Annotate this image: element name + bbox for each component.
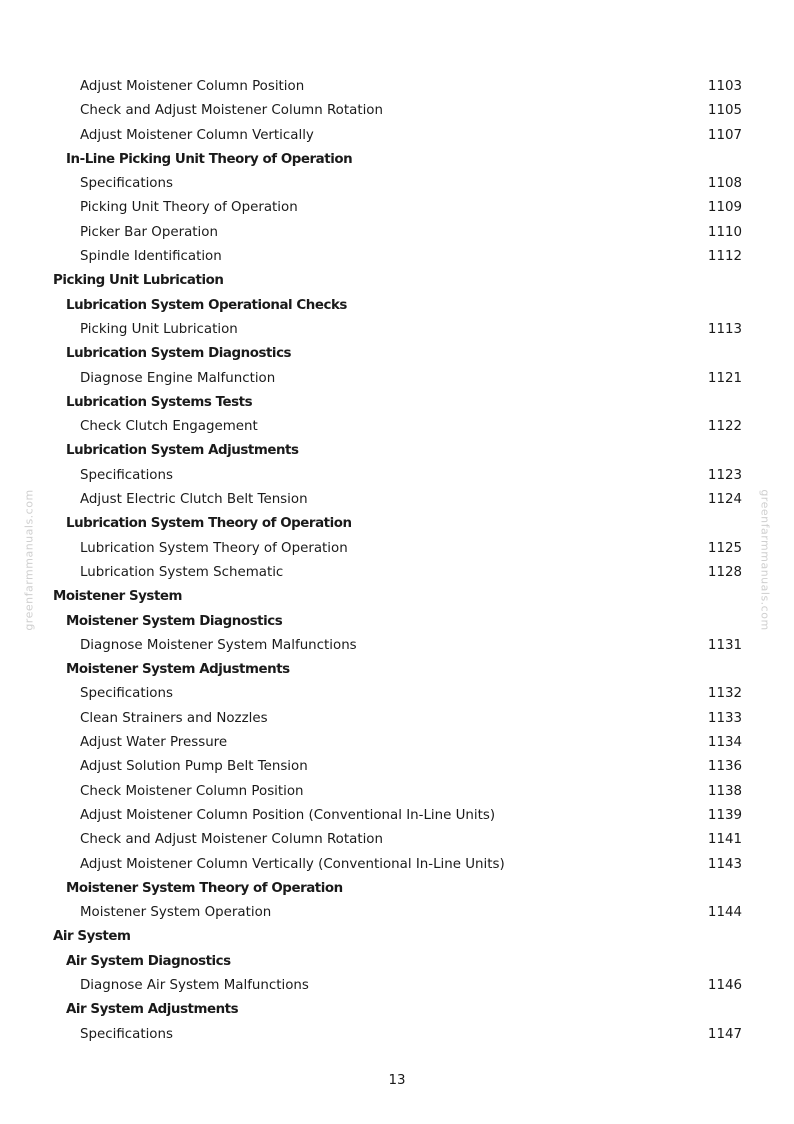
toc-subsection[interactable]: [0, 610, 794, 634]
toc-entry-title: Air System Diagnostics: [66, 953, 231, 969]
toc-entry[interactable]: [0, 853, 794, 877]
toc-entry-title: Air System Adjustments: [66, 1002, 239, 1018]
toc-entry[interactable]: [0, 464, 794, 488]
toc-entry-page: 1139: [707, 807, 742, 823]
page-number: 13: [388, 1073, 406, 1088]
toc-entry-page: 1131: [707, 637, 742, 653]
toc-entry-title: In-Line Picking Unit Theory of Operation: [66, 151, 353, 167]
toc-subsection[interactable]: [0, 391, 794, 415]
toc-entry-page: 1113: [707, 321, 742, 337]
toc-entry-page: 1141: [707, 832, 742, 848]
toc-subsection[interactable]: [0, 439, 794, 463]
watermark-left: greenfarmmanuals.com: [22, 489, 36, 631]
toc-entry-title: Lubrication System Theory of Operation: [80, 540, 348, 556]
toc-entry[interactable]: [0, 901, 794, 925]
toc-entry-title: Specifications: [80, 467, 173, 483]
toc-entry-title: Lubrication Systems Tests: [66, 394, 253, 410]
toc-entry-title: Picker Bar Operation: [80, 224, 218, 240]
toc-entry[interactable]: [0, 682, 794, 706]
toc-entry-page: 1121: [707, 370, 742, 386]
watermark-right: greenfarmmanuals.com: [758, 489, 772, 631]
toc-subsection[interactable]: [0, 148, 794, 172]
toc-entry[interactable]: [0, 804, 794, 828]
toc-subsection[interactable]: [0, 877, 794, 901]
toc-entry-page: 1107: [707, 127, 742, 143]
toc-entry-title: Lubrication System Diagnostics: [66, 346, 292, 362]
toc-entry[interactable]: [0, 828, 794, 852]
toc-entry-page: 1110: [707, 224, 742, 240]
toc-entry-title: Lubrication System Theory of Operation: [66, 516, 352, 532]
toc-entry[interactable]: [0, 1023, 794, 1047]
toc-entry-title: Specifications: [80, 176, 173, 192]
toc-subsection[interactable]: [0, 512, 794, 536]
toc-subsection[interactable]: [0, 950, 794, 974]
toc-entry[interactable]: [0, 245, 794, 269]
toc-entry[interactable]: [0, 124, 794, 148]
toc-entry[interactable]: [0, 634, 794, 658]
toc-entry-title: Moistener System Operation: [80, 905, 272, 921]
toc-entry-title: Adjust Solution Pump Belt Tension: [80, 759, 308, 775]
toc-subsection[interactable]: [0, 294, 794, 318]
toc-entry[interactable]: [0, 755, 794, 779]
toc-subsection[interactable]: [0, 658, 794, 682]
toc-entry-title: Adjust Water Pressure: [80, 735, 228, 751]
toc-subsection[interactable]: [0, 342, 794, 366]
toc-section[interactable]: [0, 269, 794, 293]
toc-entry-page: 1136: [707, 759, 742, 775]
toc-entry-title: Moistener System Diagnostics: [66, 613, 283, 629]
toc-entry-page: 1147: [707, 1026, 742, 1042]
toc-entry-title: Adjust Moistener Column Position: [80, 79, 305, 94]
toc-entry-title: Check Clutch Engagement: [80, 419, 258, 435]
toc-entry-title: Adjust Moistener Column Position (Conventional In-Line Units): [80, 807, 496, 823]
toc-entry-title: Picking Unit Theory of Operation: [80, 200, 298, 216]
toc-section[interactable]: [0, 925, 794, 949]
toc-section[interactable]: [0, 585, 794, 609]
toc-entry-page: 1122: [707, 419, 742, 435]
toc-entry[interactable]: [0, 318, 794, 342]
toc-entry-title: Check Moistener Column Position: [80, 783, 304, 799]
toc-entry[interactable]: [0, 731, 794, 755]
toc-entry-title: Check and Adjust Moistener Column Rotation: [80, 103, 383, 119]
toc-entry-title: Moistener System Adjustments: [66, 662, 290, 678]
toc-entry-title: Lubrication System Schematic: [80, 564, 284, 580]
toc-entry-page: 1112: [707, 249, 742, 265]
toc-entry-title: Adjust Moistener Column Vertically (Conventional In-Line Units): [80, 856, 505, 872]
toc-entry-page: 1124: [707, 492, 742, 508]
toc-entry-title: Moistener System: [53, 589, 183, 605]
toc-entry-title: Moistener System Theory of Operation: [66, 880, 343, 896]
toc-entry-title: Lubrication System Adjustments: [66, 443, 299, 459]
toc-entry-page: 1132: [707, 686, 742, 702]
toc-entry-title: Adjust Electric Clutch Belt Tension: [80, 492, 308, 508]
toc-entry[interactable]: [0, 99, 794, 123]
toc-entry-page: 1108: [707, 176, 742, 192]
toc-entry-page: 1144: [707, 905, 742, 921]
toc-entry-page: 1123: [707, 467, 742, 483]
toc-entry[interactable]: [0, 780, 794, 804]
table-of-contents: [0, 75, 794, 1047]
toc-entry[interactable]: [0, 75, 794, 99]
toc-entry[interactable]: [0, 537, 794, 561]
toc-entry-page: 1103: [707, 79, 742, 94]
toc-entry-page: 1143: [707, 856, 742, 872]
toc-entry-title: Specifications: [80, 686, 173, 702]
toc-entry[interactable]: [0, 221, 794, 245]
toc-entry-title: Check and Adjust Moistener Column Rotation: [80, 832, 383, 848]
toc-entry-page: 1105: [707, 103, 742, 119]
toc-entry[interactable]: [0, 561, 794, 585]
toc-entry-page: 1128: [707, 564, 742, 580]
toc-entry-title: Adjust Moistener Column Vertically: [80, 127, 314, 143]
toc-entry-title: Picking Unit Lubrication: [53, 273, 224, 289]
toc-entry-page: 1146: [707, 977, 742, 993]
toc-entry-title: Air System: [53, 929, 131, 945]
toc-entry[interactable]: [0, 172, 794, 196]
toc-entry-title: Specifications: [80, 1026, 173, 1042]
toc-entry-page: 1138: [707, 783, 742, 799]
toc-entry[interactable]: [0, 974, 794, 998]
toc-entry[interactable]: [0, 367, 794, 391]
toc-entry-page: 1109: [707, 200, 742, 216]
toc-entry[interactable]: [0, 488, 794, 512]
toc-entry[interactable]: [0, 196, 794, 220]
toc-entry-page: 1133: [707, 710, 742, 726]
toc-entry-page: 1134: [707, 735, 742, 751]
toc-entry[interactable]: [0, 415, 794, 439]
toc-entry-title: Diagnose Moistener System Malfunctions: [80, 637, 357, 653]
toc-entry-title: Lubrication System Operational Checks: [66, 297, 347, 313]
toc-entry-title: Spindle Identification: [80, 249, 222, 265]
toc-entry[interactable]: [0, 707, 794, 731]
toc-entry-page: 1125: [707, 540, 742, 556]
toc-entry-title: Clean Strainers and Nozzles: [80, 710, 268, 726]
toc-entry-title: Diagnose Air System Malfunctions: [80, 977, 309, 993]
toc-entry-title: Picking Unit Lubrication: [80, 321, 238, 337]
toc-subsection[interactable]: [0, 998, 794, 1022]
toc-entry-title: Diagnose Engine Malfunction: [80, 370, 276, 386]
